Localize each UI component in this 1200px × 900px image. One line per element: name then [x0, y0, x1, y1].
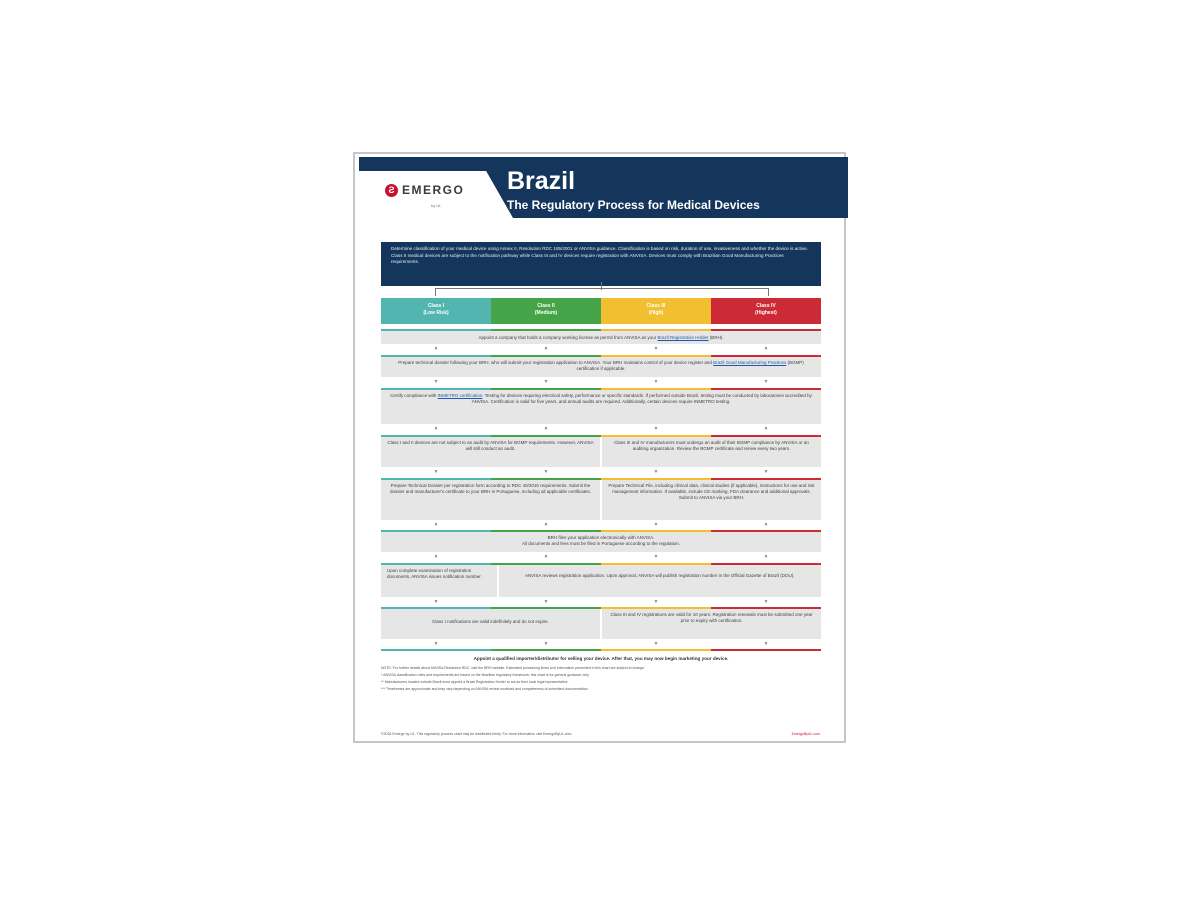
inmetro-link[interactable]: INMETRO certification — [437, 393, 483, 398]
down-arrow-icon: ▼ — [653, 599, 659, 605]
step-2-box: Prepare technical dossier following your BRH, who will submit your registration application to ANVISA. Your BRH maintains control of your device register and Brazil Good Manufacturing Practices (BGMP) certification if applicable. — [381, 357, 821, 377]
arrow-row — [381, 522, 821, 528]
page-title: Brazil — [507, 167, 576, 195]
down-arrow-icon: ▼ — [543, 469, 549, 475]
bgmp-link[interactable]: Brazil Good Manufacturing Practices — [713, 360, 787, 365]
footnote: ** Manufacturers located outside Brazil must appoint a Brazil Registration Holder to act as their local legal representative. — [381, 680, 569, 684]
step-4-right: Class III and IV manufacturers must undergo an audit of their BGMP compliance by ANVISA or an auditing organization. Review the BGMP certificate and renew every two years. — [602, 437, 821, 467]
down-arrow-icon: ▼ — [433, 379, 439, 385]
brand-name: EMERGO — [402, 183, 465, 197]
down-arrow-icon: ▼ — [653, 554, 659, 560]
down-arrow-icon: ▼ — [433, 346, 439, 352]
down-arrow-icon: ▼ — [763, 346, 769, 352]
class-i-header: Class I (Low Risk) — [381, 298, 491, 324]
footnote: * ANVISA classification rules and requirements are based on the Brazilian regulatory framework; this chart is for general guidance only. — [381, 673, 590, 677]
down-arrow-icon: ▼ — [433, 522, 439, 528]
step-6 — [381, 532, 821, 552]
step-5-left: Prepare Technical Dossier per registration form according to RDC 40/2015 requirements. Submit the dossier and manufacturer's certificate to your BRH in Portuguese, including all applicable certificates. — [381, 480, 600, 520]
down-arrow-icon: ▼ — [433, 469, 439, 475]
footnotes — [381, 666, 821, 694]
down-arrow-icon: ▼ — [763, 469, 769, 475]
down-arrow-icon: ▼ — [543, 641, 549, 647]
down-arrow-icon: ▼ — [433, 554, 439, 560]
arrow-row — [381, 346, 821, 352]
arrow-row — [381, 641, 821, 647]
arrow-row — [381, 469, 821, 475]
arrow-row — [381, 379, 821, 385]
header-banner — [359, 157, 848, 218]
footer-copyright: ©2018 Emergo by UL. This regulatory process chart may be distributed freely. For more information visit EmergoByUL.com. — [381, 732, 573, 736]
class-iii-header: Class III (High) — [601, 298, 711, 324]
arrow-row — [381, 426, 821, 432]
down-arrow-icon: ▼ — [763, 522, 769, 528]
step-2 — [381, 357, 821, 377]
step-3-box: Certify compliance with INMETRO certification. Testing for devices requiring electrical safety, performance or specific standards. If performed outside Brazil, testing must be conducted by laboratories accredited by ANVISA. Certification is valid for five years, and annual audits are required. Additionally, certain devices require INMETRO testing. — [381, 390, 821, 424]
arrow-row — [381, 554, 821, 560]
down-arrow-icon: ▼ — [653, 426, 659, 432]
emergo-logo-icon: Ƨ — [385, 184, 398, 197]
step-7 — [381, 565, 821, 597]
step-8-left: Class I notifications are valid indefinitely and do not expire. — [381, 609, 600, 639]
step-6-box: BRH files your application electronically with ANVISA. All documents and fees must be filed in Portuguese according to the regulation. — [381, 532, 821, 552]
down-arrow-icon: ▼ — [763, 554, 769, 560]
down-arrow-icon: ▼ — [653, 469, 659, 475]
footnote: NOTE: For further details about ANVISA Resolution RDC, visit the BRH website. Estimated processing times and information presented in this chart are subject to change. — [381, 666, 645, 670]
step-3 — [381, 390, 821, 424]
down-arrow-icon: ▼ — [543, 426, 549, 432]
step-5-right: Prepare Technical File, including clinical data, clinical studies (if applicable), instructions for use and risk management information. If available, include CE marking, FDA clearance and additional approvals. Submit to ANVISA via your BRH. — [602, 480, 821, 520]
step-7-left: Upon complete examination of registration documents, ANVISA issues notification number. — [381, 565, 497, 597]
emergo-logo — [385, 183, 464, 197]
page-subtitle: The Regulatory Process for Medical Devices — [507, 198, 760, 212]
step-8-right: Class III and IV registrations are valid for 10 years. Registration renewals must be submitted one year prior to expiry with certification. — [602, 609, 821, 639]
down-arrow-icon: ▼ — [763, 599, 769, 605]
down-arrow-icon: ▼ — [433, 641, 439, 647]
down-arrow-icon: ▼ — [763, 641, 769, 647]
class-iv-header: Class IV (Highest) — [711, 298, 821, 324]
intro-text: Determine classification of your medical device using Annex II, Resolution RDC 185/2001 or ANVISA guidance. Classification is based on risk, duration of use, invasiveness and whether the device is active. Class II medical devices are subject to the notification pathway while Class III and IV devices require registration with ANVISA. Devices must comply with Brazilian Good Manufacturing Practices requirements. — [381, 242, 821, 286]
step-4 — [381, 437, 821, 467]
down-arrow-icon: ▼ — [433, 599, 439, 605]
down-arrow-icon: ▼ — [653, 379, 659, 385]
down-arrow-icon: ▼ — [433, 426, 439, 432]
down-arrow-icon: ▼ — [763, 379, 769, 385]
down-arrow-icon: ▼ — [543, 599, 549, 605]
step-4-left: Class I and II devices are not subject to an audit by ANVISA for BGMP requirements. However, ANVISA will still conduct an audit. — [381, 437, 600, 467]
down-arrow-icon: ▼ — [543, 346, 549, 352]
down-arrow-icon: ▼ — [653, 641, 659, 647]
class-brace — [435, 288, 769, 296]
class-stripe — [381, 649, 821, 651]
step-8 — [381, 609, 821, 639]
down-arrow-icon: ▼ — [763, 426, 769, 432]
step-1 — [381, 331, 821, 344]
down-arrow-icon: ▼ — [543, 522, 549, 528]
down-arrow-icon: ▼ — [543, 379, 549, 385]
class-header-row — [381, 298, 821, 324]
down-arrow-icon: ▼ — [653, 346, 659, 352]
final-step: Appoint a qualified importer/distributor for selling your device. After that, you may now begin marketing your device. — [473, 656, 729, 661]
footnote: *** Timeframes are approximate and may vary depending on ANVISA review workload and completeness of submitted documentation. — [381, 687, 589, 691]
document-page — [353, 152, 846, 743]
arrow-row — [381, 599, 821, 605]
brh-link[interactable]: Brazil Registration Holder — [657, 335, 709, 340]
step-7-right: ANVISA reviews registration application. Upon approval, ANVISA will publish registration number in the Official Gazette of Brazil (DOU). — [499, 565, 822, 597]
class-ii-header: Class II (Medium) — [491, 298, 601, 324]
down-arrow-icon: ▼ — [653, 522, 659, 528]
footer-website-link[interactable]: EmergoByUL.com — [791, 732, 820, 736]
down-arrow-icon: ▼ — [543, 554, 549, 560]
brand-sub: by UL — [431, 203, 442, 208]
step-1-box: Appoint a company that holds a company working license as permit from ANVISA as your Brazil Registration Holder (BRH). — [381, 331, 821, 344]
step-5 — [381, 480, 821, 520]
